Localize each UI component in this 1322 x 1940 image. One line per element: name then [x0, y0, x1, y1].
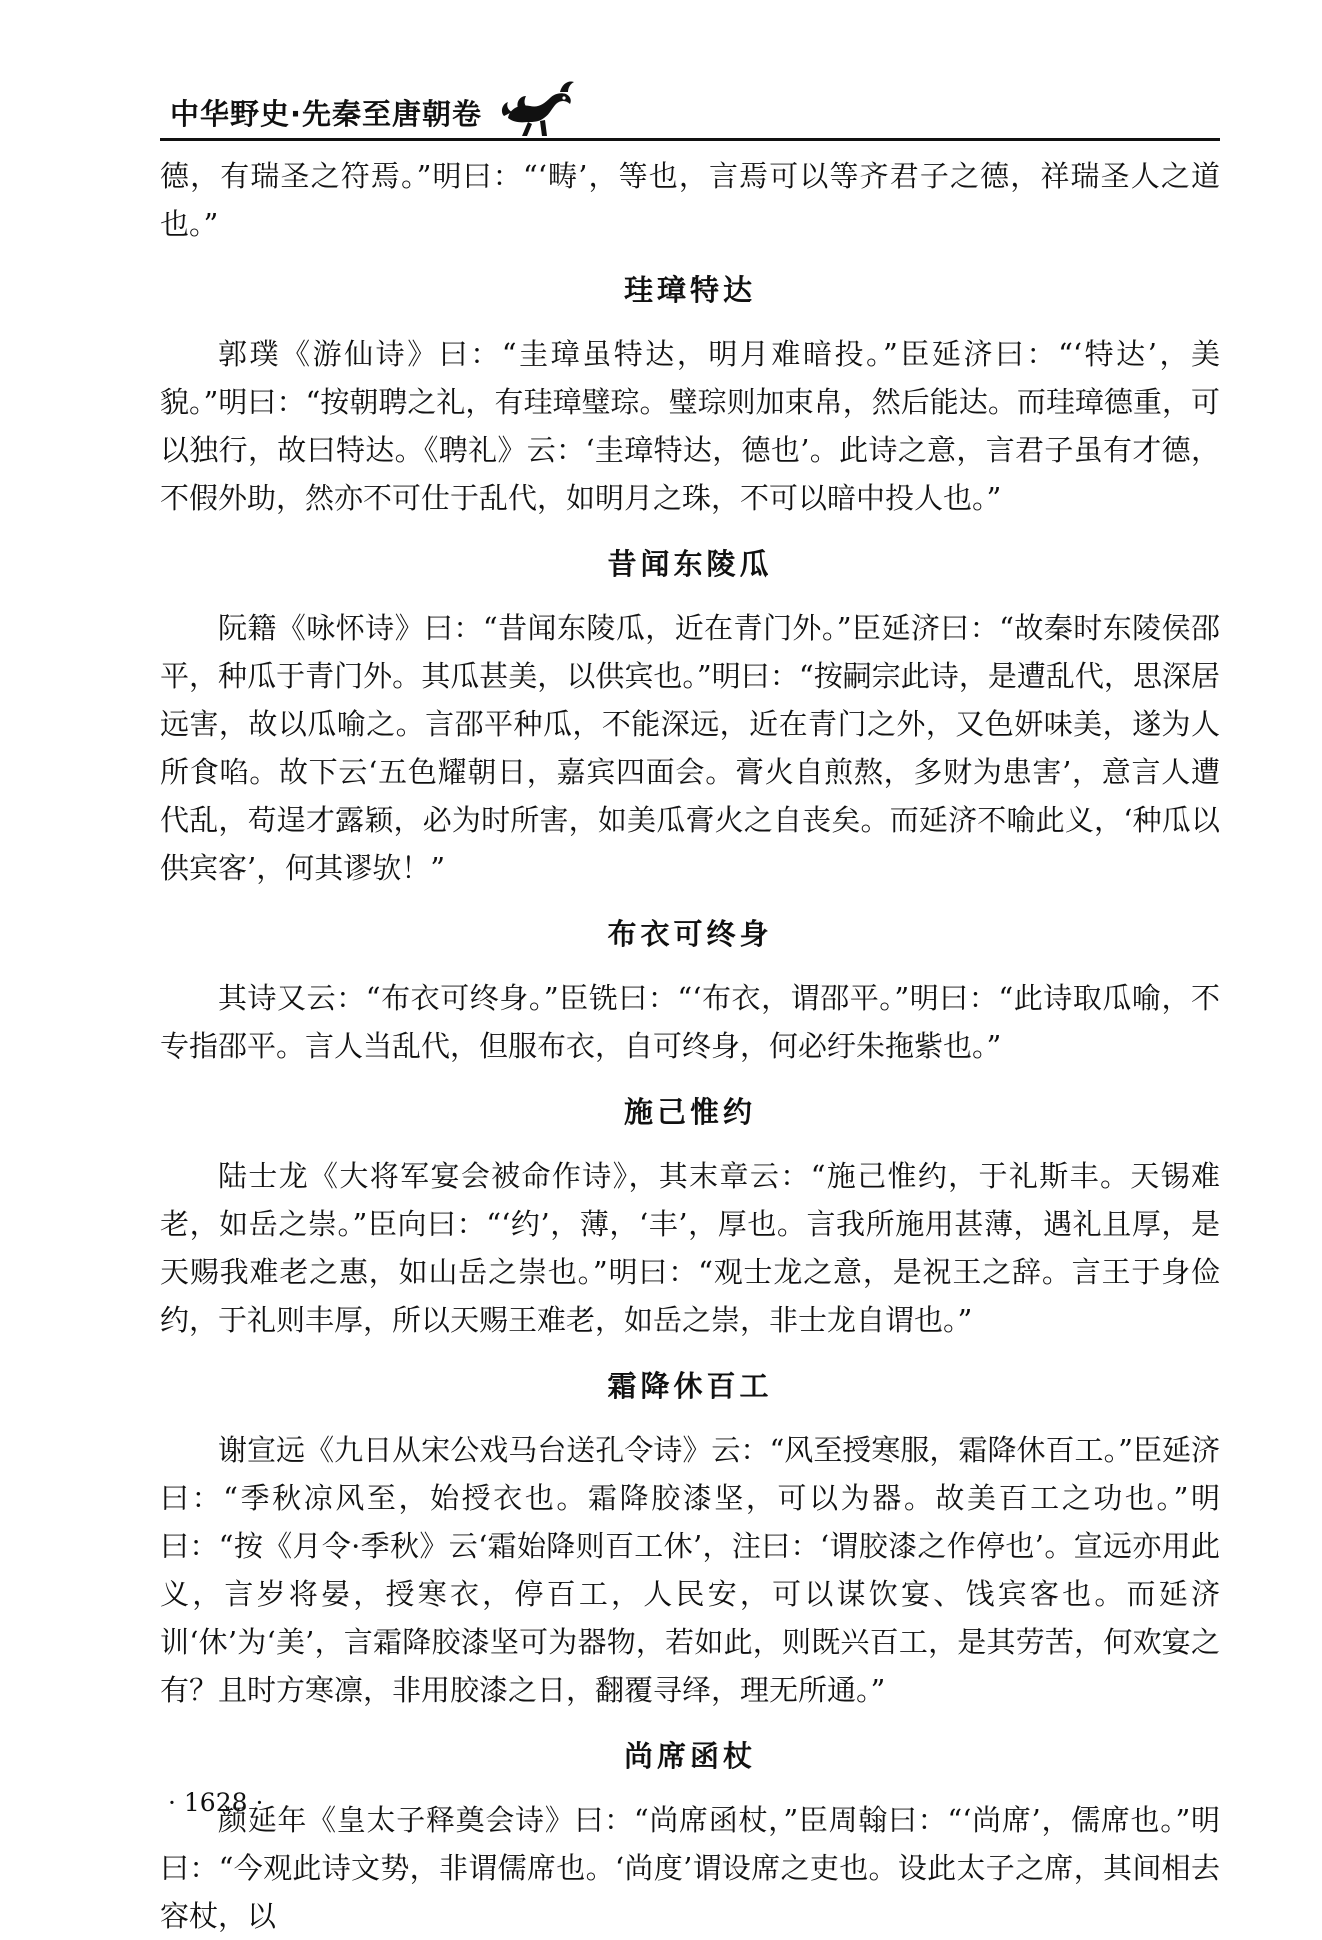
- section-paragraph-5: 谢宣远《九日从宋公戏马台送孔令诗》云：“风至授寒服，霜降休百工。”臣延济曰：“季秋凉风至，始授衣也。霜降胶漆坚，可以为器。故美百工之功也。”明曰：“按《月令·季秋》云‘霜始降则百工休’，注曰：‘谓胶漆之作停也’。宣远亦用此义，言岁将晏，授寒衣，停百工，人民安，可以谋饮宴、饯宾客也。而延济训‘休’为‘美’，言霜降胶漆坚可为器物，若如此，则既兴百工，是其劳苦，何欢宴之有？且时方寒凛，非用胶漆之日，翻覆寻绎，理无所通。”: [160, 1433, 1220, 1707]
- intro-paragraph: 德，有瑞圣之符焉。”明曰：“‘畴’，等也，言焉可以等齐君子之德，祥瑞圣人之道也。”: [160, 159, 1220, 241]
- section-paragraph-6: 颜延年《皇太子释奠会诗》曰：“尚席函杖，”臣周翰曰：“‘尚席’，儒席也。”明曰：“今观此诗文势，非谓儒席也。‘尚度’谓设席之吏也。设此太子之席，其间相去容杖，以: [160, 1803, 1220, 1933]
- section-title-1: 珪璋特达: [623, 273, 756, 307]
- section-title-4: 施己惟约: [623, 1095, 756, 1129]
- section-paragraph-1: 郭璞《游仙诗》曰：“圭璋虽特达，明月难暗投。”臣延济曰：“‘特达’，美貌。”明曰：“按朝聘之礼，有珪璋璧琮。璧琮则加束帛，然后能达。而珪璋德重，可以独行，故曰特达。《聘礼》云：‘圭璋特达，德也’。此诗之意，言君子虽有才德，不假外助，然亦不可仕于乱代，如明月之珠，不可以暗中投人也。”: [160, 337, 1220, 515]
- page-header: [160, 82, 1220, 142]
- section-paragraph-4: 陆士龙《大将军宴会被命作诗》，其末章云：“施己惟约，于礼斯丰。天锡难老，如岳之崇。”臣向曰：“‘约’，薄，‘丰’，厚也。言我所施用甚薄，遇礼且厚，是天赐我难老之惠，如山岳之崇也。”明曰：“观士龙之意，是祝王之辞。言王于身俭约，于礼则丰厚，所以天赐王难老，如岳之崇，非士龙自谓也。”: [160, 1159, 1220, 1337]
- section-title-3: 布衣可终身: [607, 917, 773, 951]
- book-title: 中华野史·先秦至唐朝卷: [170, 97, 483, 131]
- section-title-5: 霜降休百工: [607, 1369, 773, 1403]
- page-body: [160, 152, 1220, 1940]
- section-paragraph-2: 阮籍《咏怀诗》曰：“昔闻东陵瓜，近在青门外。”臣延济曰：“故秦时东陵侯邵平，种瓜于青门外。其瓜甚美，以供宾也。”明曰：“按嗣宗此诗，是遭乱代，思深居远害，故以瓜喻之。言邵平种瓜，不能深远，近在青门之外，又色妍味美，遂为人所食啗。故下云‘五色耀朝日，嘉宾四面会。膏火自煎熬，多财为患害’，意言人遭代乱，苟逞才露颖，必为时所害，如美瓜膏火之自丧矣。而延济不喻此义，‘种瓜以供宾客’，何其谬欤！”: [160, 611, 1220, 885]
- dragon-beast-icon: [500, 78, 578, 140]
- section-title-6: 尚席函杖: [623, 1739, 756, 1773]
- page-number: · 1628 ·: [168, 1788, 264, 1817]
- header-rule: [160, 138, 1220, 141]
- section-title-2: 昔闻东陵瓜: [607, 547, 773, 581]
- section-paragraph-3: 其诗又云：“布衣可终身。”臣铣曰：“‘布衣，谓邵平。”明曰：“此诗取瓜喻，不专指邵平。言人当乱代，但服布衣，自可终身，何必纡朱拖紫也。”: [160, 981, 1220, 1063]
